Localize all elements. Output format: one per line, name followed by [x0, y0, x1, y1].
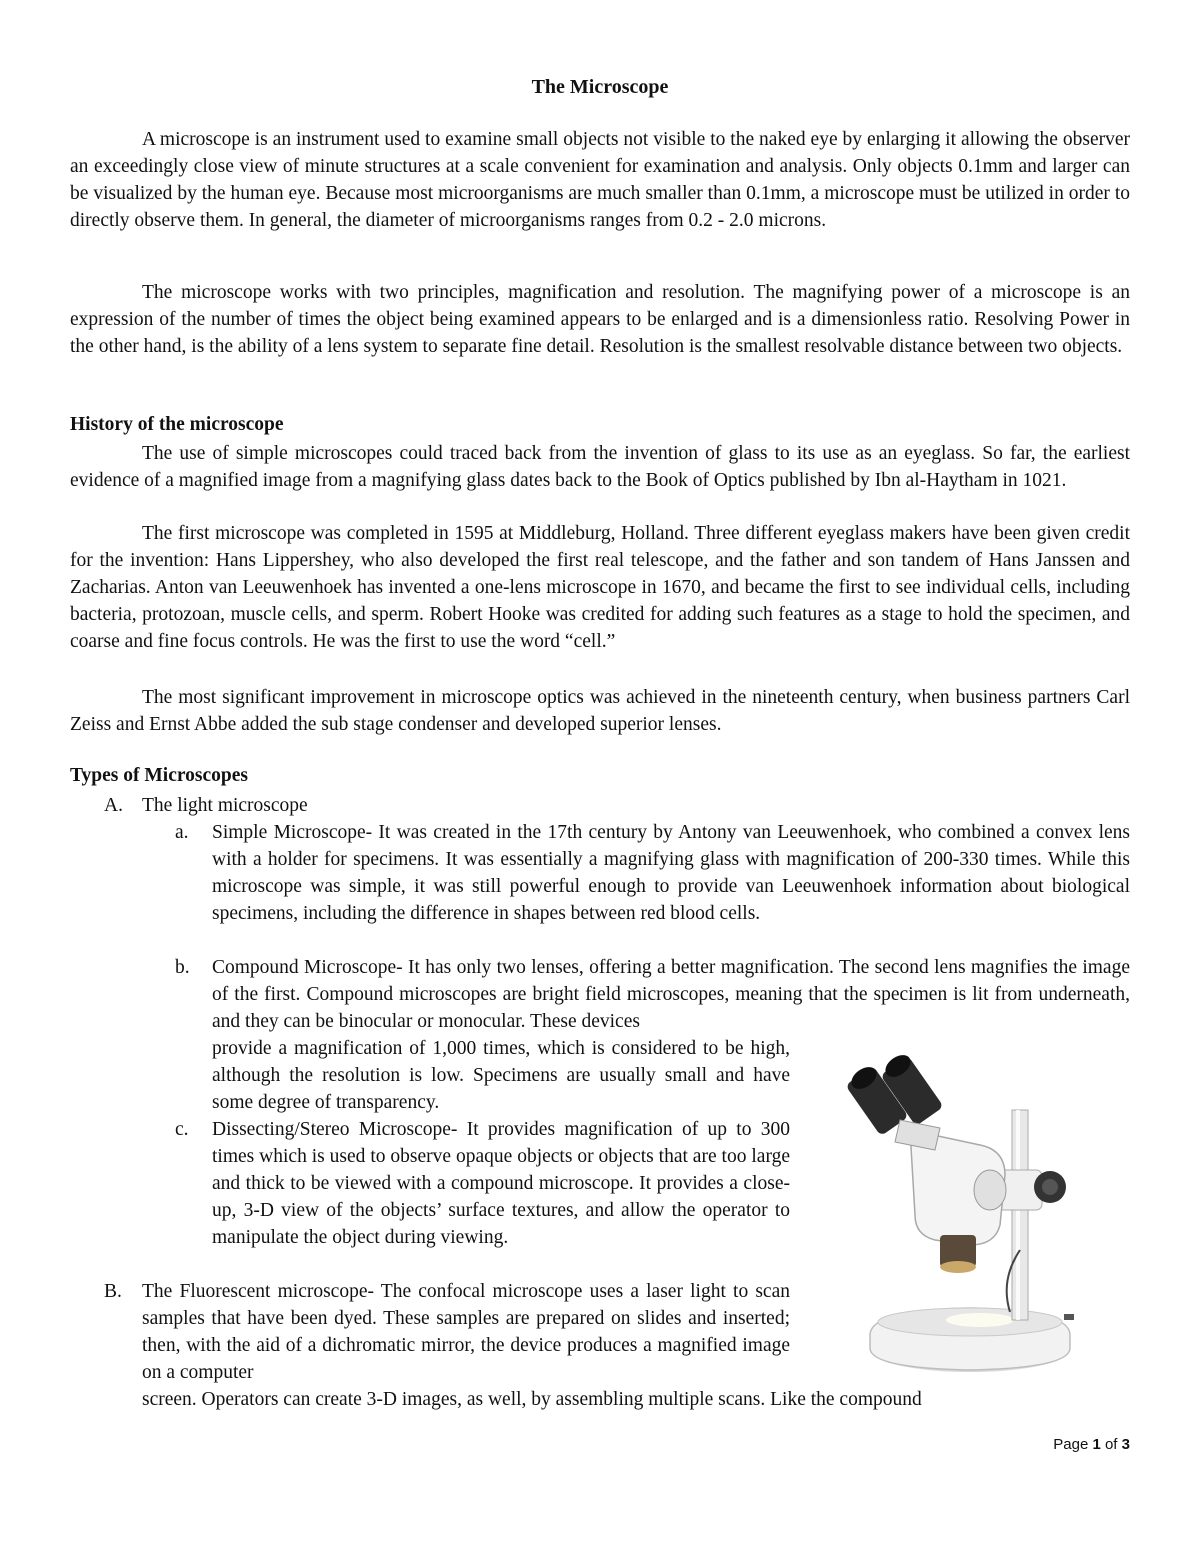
- footer-current-page: 1: [1092, 1436, 1101, 1453]
- types-heading: Types of Microscopes: [70, 765, 249, 786]
- history-paragraph-1: The use of simple microscopes could traced back from the invention of glass to its use as an eyeglass. So far, the earliest evidence of a magnified image from a magnifying glass dates back to the Book of Optics published by Ibn al-Haytham in 1021.: [70, 443, 1130, 491]
- compound-microscope-text-2: provide a magnification of 1,000 times, which is considered to be high, although the resolution is low. Specimens are usually small and have some degree of transparency.: [212, 1038, 790, 1113]
- page-title: The Microscope: [531, 76, 669, 98]
- list-marker-b: b.: [175, 957, 190, 978]
- fluorescent-microscope-text-2: screen. Operators can create 3-D images, as well, by assembling multiple scans. Like the compound: [142, 1389, 922, 1410]
- page-footer: [1053, 1436, 1130, 1453]
- history-paragraph-2: The first microscope was completed in 1595 at Middleburg, Holland. Three different eyeglass makers have been given credit for the invention: Hans Lippershey, who also developed the first real telescope, and the father and son tandem of Hans Janssen and Zacharias. Anton van Leeuwenhoek has invented a one-lens microscope in 1670, and became the first to see individual cells, including bacteria, protozoan, muscle cells, and sperm. Robert Hooke was credited for adding such features as a stage to hold the specimen, and coarse and fine focus controls. He was the first to use the word “cell.”: [70, 523, 1130, 652]
- list-marker-a: a.: [175, 822, 189, 843]
- pillar-highlight: [1016, 1110, 1020, 1320]
- list-marker-A: A.: [104, 795, 123, 816]
- footer-total-pages: 3: [1121, 1436, 1130, 1453]
- intro-paragraph-2: The microscope works with two principles, magnification and resolution. The magnifying power of a microscope is an expression of the number of times the object being examined appears to be enlarged and is a dimensionless ratio. Resolving Power in the other hand, is the ability of a lens system to separate fine detail. Resolution is the smallest resolvable distance between two objects.: [70, 282, 1130, 357]
- light-microscope-label: The light microscope: [142, 795, 308, 816]
- eyepiece-mount: [895, 1120, 940, 1150]
- fluorescent-microscope-text-1: The Fluorescent microscope- The confocal microscope uses a laser light to scan samples that have been dyed. These samples are prepared on slides and inserted; then, with the aid of a dichromatic mirror, the device produces a magnified image on a computer: [142, 1281, 790, 1383]
- zoom-knob: [974, 1170, 1006, 1210]
- base-knob: [1064, 1314, 1074, 1320]
- history-paragraph-3: The most significant improvement in microscope optics was achieved in the nineteenth century, when business partners Carl Zeiss and Ernst Abbe added the sub stage condenser and developed superior lenses.: [70, 687, 1130, 735]
- stage-light: [946, 1313, 1014, 1327]
- intro-paragraph-1: A microscope is an instrument used to examine small objects not visible to the naked eye by enlarging it allowing the observer an exceedingly close view of minute structures at a scale convenient for examination and analysis. Only objects 0.1mm and larger can be visualized by the human eye. Because most microorganisms are much smaller than 0.1mm, a microscope must be utilized in order to directly observe them. In general, the diameter of microorganisms ranges from 0.2 - 2.0 microns.: [70, 129, 1130, 231]
- compound-microscope-text-1: Compound Microscope- It has only two lenses, offering a better magnification. The second lens magnifies the image of the first. Compound microscopes are bright field microscopes, meaning that the specimen is lit from underneath, and they can be binocular or monocular. These devices: [212, 957, 1130, 1032]
- footer-prefix: Page: [1053, 1436, 1093, 1453]
- list-marker-B: B.: [104, 1281, 122, 1302]
- focus-knob-center: [1042, 1179, 1058, 1195]
- history-heading: History of the microscope: [70, 414, 284, 435]
- footer-of: of: [1100, 1436, 1122, 1453]
- list-marker-c: c.: [175, 1119, 189, 1140]
- stereo-microscope-image: [840, 1050, 1100, 1380]
- simple-microscope-text: Simple Microscope- It was created in the 17th century by Antony van Leeuwenhoek, who combined a convex lens with a holder for specimens. It was essentially a magnifying glass with magnification of 200-330 times. While this microscope was simple, it was still powerful enough to provide van Leeuwenhoek information about biological specimens, including the difference in shapes between red blood cells.: [212, 822, 1130, 924]
- stereo-microscope-text: Dissecting/Stereo Microscope- It provides magnification of up to 300 times which is used to observe opaque objects or objects that are too large and thick to be viewed with a compound microscope. It provides a close-up, 3-D view of the objects’ surface textures, and allow the operator to manipulate the object during viewing.: [212, 1119, 790, 1248]
- objective-lens: [940, 1261, 976, 1273]
